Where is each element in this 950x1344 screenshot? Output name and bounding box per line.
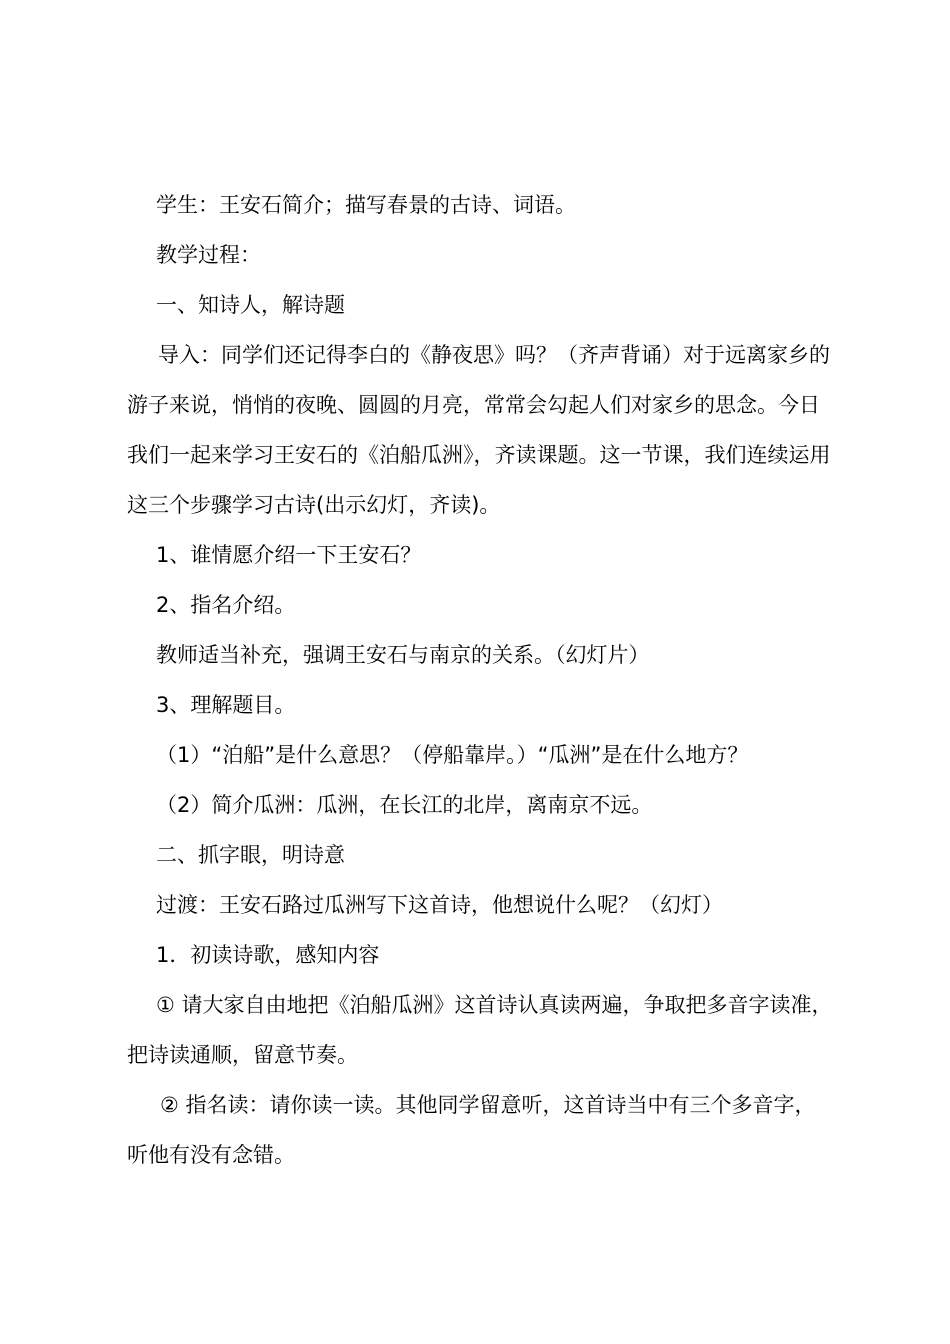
paragraph-first-reading: 1．初读诗歌，感知内容 xyxy=(156,943,380,967)
paragraph-teaching-process: 教学过程： xyxy=(156,243,261,267)
paragraph-circled-1: ① 请大家自由地把《泊船瓜洲》这首诗认真读两遍，争取把多音字读准，把诗读通顺，留意节奏。 xyxy=(127,993,833,1067)
document-body xyxy=(127,180,833,1180)
paragraph-teacher-supplement: 教师适当补充，强调王安石与南京的关系。（幻灯片） xyxy=(156,643,650,667)
paragraph-sub-2: （2）简介瓜洲：瓜洲，在长江的北岸，离南京不远。 xyxy=(156,793,653,817)
paragraph-student-prep: 学生：王安石简介；描写春景的古诗、词语。 xyxy=(156,193,576,217)
paragraph-step-2: 2、指名介绍。 xyxy=(156,593,296,617)
paragraph-introduction: 导入：同学们还记得李白的《静夜思》吗？（齐声背诵）对于远离家乡的游子来说，悄悄的夜晚、圆圆的月亮，常常会勾起人们对家乡的思念。今日我们一起来学习王安石的《泊船瓜洲》，齐读课题。这一节课，我们连续运用这三个步骤学习古诗(出示幻灯，齐读)。 xyxy=(127,343,831,517)
paragraph-circled-2: ② 指名读：请你读一读。其他同学留意听，这首诗当中有三个多音字，听他有没有念错。 xyxy=(127,1093,816,1167)
section-heading-1: 一、知诗人，解诗题 xyxy=(156,293,345,317)
paragraph-step-3: 3、理解题目。 xyxy=(156,693,296,717)
section-heading-2: 二、抓字眼，明诗意 xyxy=(156,843,345,867)
paragraph-step-1: 1、谁情愿介绍一下王安石？ xyxy=(156,543,422,567)
paragraph-transition: 过渡：王安石路过瓜洲写下这首诗，他想说什么呢？（幻灯） xyxy=(156,893,723,917)
paragraph-sub-1: （1）“泊船”是什么意思？（停船靠岸。）“瓜洲”是在什么地方？ xyxy=(156,743,749,767)
